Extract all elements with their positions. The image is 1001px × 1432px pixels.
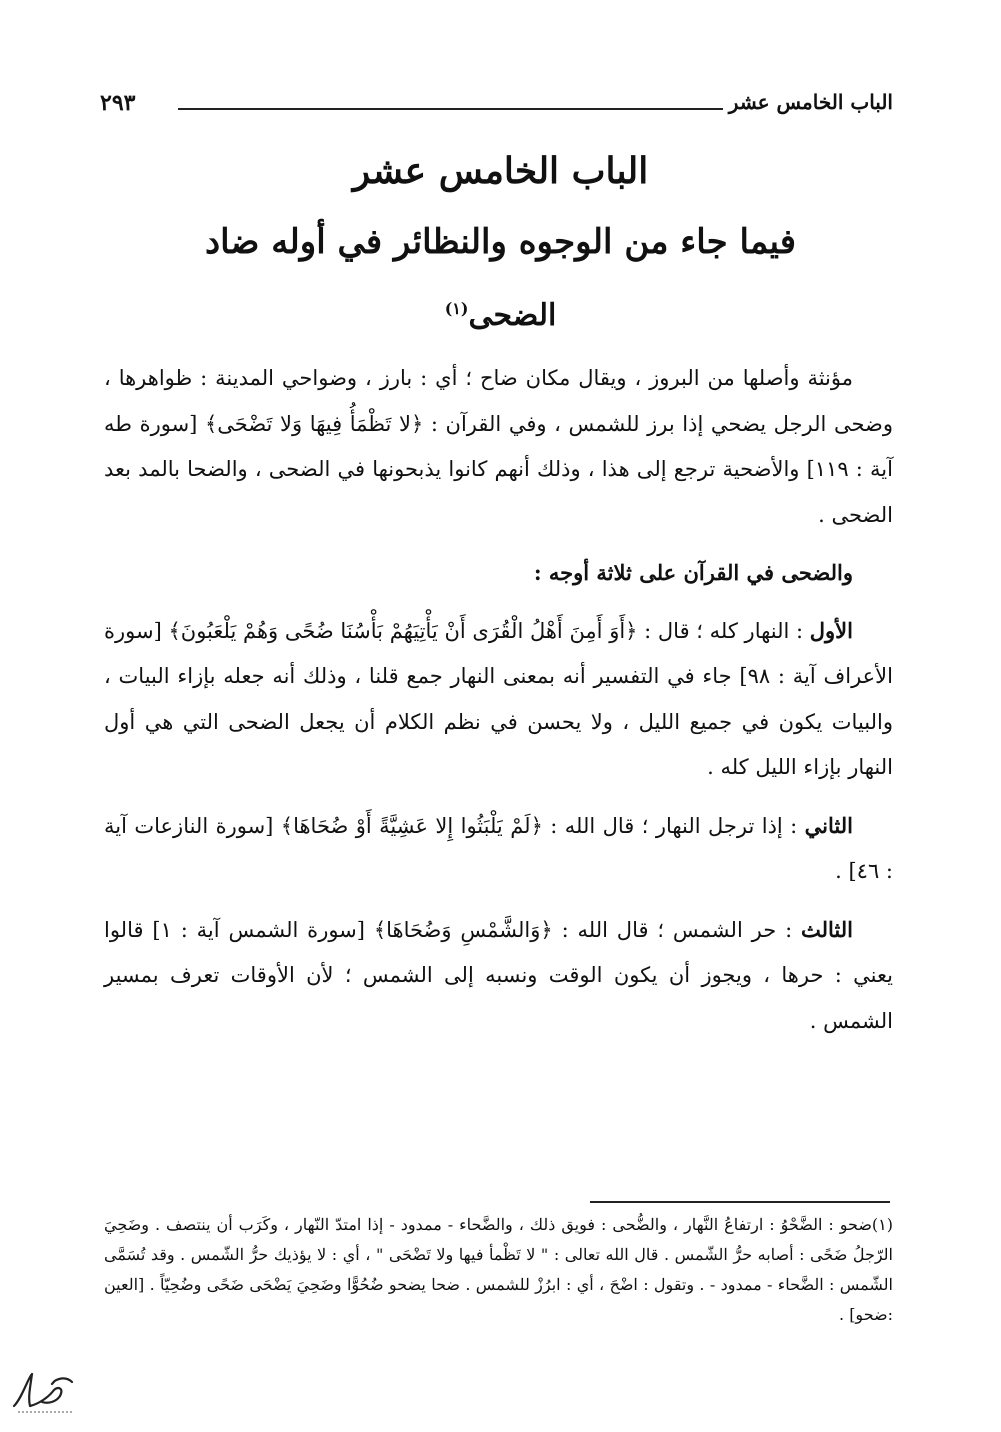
chapter-title: الباب الخامس عشر (352, 150, 649, 192)
paragraph-sense-3 (104, 907, 893, 1045)
sense-2-text: : إذا ترجل النهار ؛ قال الله : ﴿لَمْ يَلْبَثُوا إِلا عَشِيَّةً أَوْ ضُحَاهَا﴾ [سورة النازعات آية : ٤٦] . (104, 813, 893, 883)
sense-1-label: الأول (809, 617, 853, 643)
footnote-text: (١)ضحو : الضَّحْوُ : ارتفاعُ النَّهار ، والضُّحى : فويق ذلك ، والضَّحاء - ممدود - إذا امتدّ النّهار ، وكَرَب أن ينتصف . وضَحِيَ الرّجلُ ضَحًى : أصابه حرُّ الشّمس . قال الله تعالى : " لا تَظْمأ فيها ولا تَضْحَى " ، أي : لا يؤذيك حرُّ الشّمس . وقد تُسَمَّى الشّمس : الضَّحاء - ممدود - . وتقول : اضْحَ ، أي : ابرُزْ للشمس . ضحا يضحو ضُحُوًّا وضَحِيَ يَضْحَى ضَحًى وضُحِيّاً . [العين :ضحو] . (104, 1215, 893, 1324)
sense-3-label: الثالث (801, 916, 853, 942)
body-text (104, 356, 893, 1044)
header-rule (178, 108, 723, 110)
running-header (100, 88, 893, 124)
footnote-ref: (١) (444, 299, 469, 318)
entry-word: الضحى (468, 298, 557, 333)
entry-heading (100, 298, 901, 333)
footnote (104, 1210, 893, 1330)
paragraph-intro: والضحى في القرآن على ثلاثة أوجه : (533, 560, 853, 585)
chapter-subtitle: فيما جاء من الوجوه والنظائر في أوله ضاد (205, 222, 796, 262)
paragraph-sense-1 (104, 608, 893, 791)
footnote-rule (590, 1201, 890, 1203)
sense-2-label: الثاني (804, 812, 853, 838)
running-header-chapter: الباب الخامس عشر (728, 90, 893, 114)
sense-1-text: : النهار كله ؛ قال : ﴿أَوَ أَمِنَ أَهْلُ الْقُرَى أَنْ يَأْتِيَهُمْ بَأْسُنَا ضُحًى وَهُمْ يَلْعَبُونَ﴾ [سورة الأعراف آية : ٩٨] جاء في التفسير أنه بمعنى النهار جمع قلنا ، وذلك أنه جعله بإزاء البيات ، والبيات يكون في جميع الليل ، ولا يحسن في نظم الكلام أن يجعل الضحى التي هي أول النهار بإزاء الليل كله . (104, 618, 893, 779)
paragraph-sense-2 (104, 803, 893, 895)
sense-3-text: : حر الشمس ؛ قال الله : ﴿وَالشَّمْسِ وَضُحَاهَا﴾ [سورة الشمس آية : ١] قالوا يعني : حرها ، ويجوز أن يكون الوقت ونسبه إلى الشمس ؛ لأن الأوقات تعرف بمسير الشمس . (104, 917, 893, 1033)
page-number: ٢٩٣ (100, 90, 136, 116)
paragraph-definition: مؤنثة وأصلها من البروز ، ويقال مكان ضاح ؛ أي : بارز ، وضواحي المدينة : ظواهرها ، وضحى الرجل يضحي إذا برز للشمس ، وفي القرآن : ﴿لا تَظْمَأُ فِيهَا وَلا تَضْحَى﴾ [سورة طه آية : ١١٩] والأضحية ترجع إلى هذا ، وذلك أنهم كانوا يذبحونها في الضحى ، والضحا بالمد بعد الضحى . (104, 366, 893, 527)
library-watermark-logo (8, 1368, 80, 1416)
